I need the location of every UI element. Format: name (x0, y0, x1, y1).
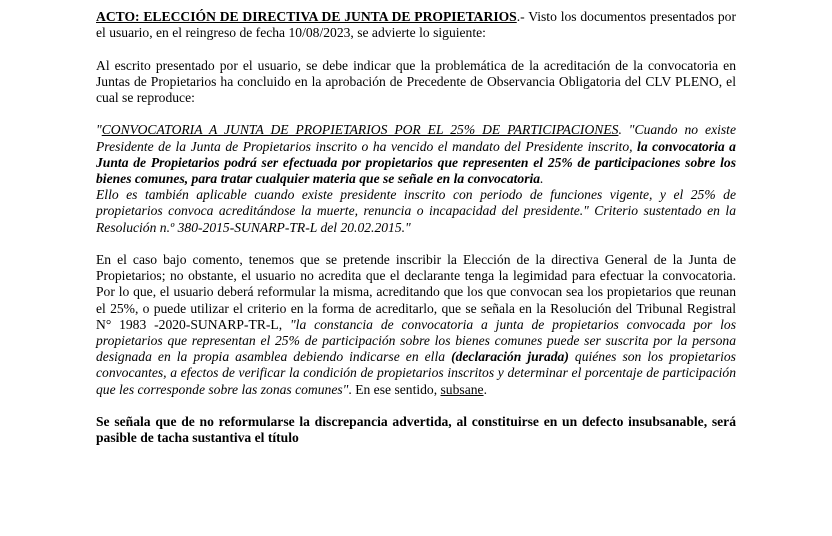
sworn-statement-term: (declaración jurada) (451, 349, 569, 365)
precedent-quote (96, 122, 736, 187)
precedent-title: CONVOCATORIA A JUNTA DE PROPIETARIOS POR EL 25% DE PARTICIPACIONES (101, 122, 619, 138)
intro-paragraph (96, 9, 736, 41)
analysis-end: . (483, 381, 487, 397)
precedent-intro: . "Cuando no existe Presidente de la Junta de Propietarios inscrito o ha vencido el mandato del Presidente inscrito, (96, 122, 736, 154)
precedent-extension: Ello es también aplicable cuando existe presidente inscrito con periodo de funciones vigente, y el 25% de propietarios convoca acreditándose la muerte, renuncia o incapacidad del presidente." Criterio sustentado en la Resolución n.º 380-2015-SUNARP-TR-L del 20.02.2015." (96, 187, 736, 235)
act-heading: ACTO: ELECCIÓN DE DIRECTIVA DE JUNTA DE PROPIETARIOS (96, 9, 517, 24)
precedent-bold-rule: la convocatoria a Junta de Propietarios podrá ser efectuada por propietarios que representen el 25% de participaciones sobre los bienes comunes, para tratar cualquier materia que se señale en la convocatoria (96, 138, 736, 186)
analysis-text: En el caso bajo comento, tenemos que se pretende inscribir la Elección de la directiva General de la Junta de Propietarios; no obstante, el usuario no acredita que el declarante tenga la legimidad para efectuar la convocatoria. Por lo que, el usuario deberá reformular la misma, acreditando que los que convocan sea los propietarios que reunan el 25%, o puede utilizar el criterio en la forma de acreditarlo, que se señala en la Resolución del Tribunal Registral N° 1983 -2020-SUNARP-TR-L, (96, 252, 736, 332)
intro-text: .- Visto los documentos presentados por el usuario, en el reingreso de fecha 10/08/2023, se advierte lo siguiente: (96, 9, 736, 41)
document-page (96, 9, 736, 463)
quote-open-mark: " (96, 122, 102, 138)
precedent-period: . (540, 171, 544, 186)
warning-paragraph: Se señala que de no reformularse la discrepancia advertida, al constituirse en un defecto insubsanable, será pasible de tacha sustantiva el título (96, 414, 736, 446)
resolution-citation-part2: quiénes son los propietarios convocantes, a efectos de verificar la condición de propietarios inscritos y determinar el porcentaje de participación que les corresponde sobre las zonas comunes" (96, 349, 736, 397)
analysis-paragraph (96, 252, 736, 398)
analysis-conclusion: . En ese sentido, (348, 381, 441, 397)
resolution-citation-part1: "la constancia de convocatoria a junta de propietarios convocada por los propietarios que representan el 25% de participación sobre los bienes comunes puede ser suscrita por la persona designada en la propia asamblea debiendo indicarse en ella (96, 316, 736, 365)
context-paragraph: Al escrito presentado por el usuario, se debe indicar que la problemática de la acreditación de la convocatoria en Juntas de Propietarios ha concluido en la aprobación de Precedente de Observancia Obligatoria del CLV PLENO, el cual se reproduce: (96, 57, 736, 105)
subsane-word: subsane (440, 381, 484, 397)
